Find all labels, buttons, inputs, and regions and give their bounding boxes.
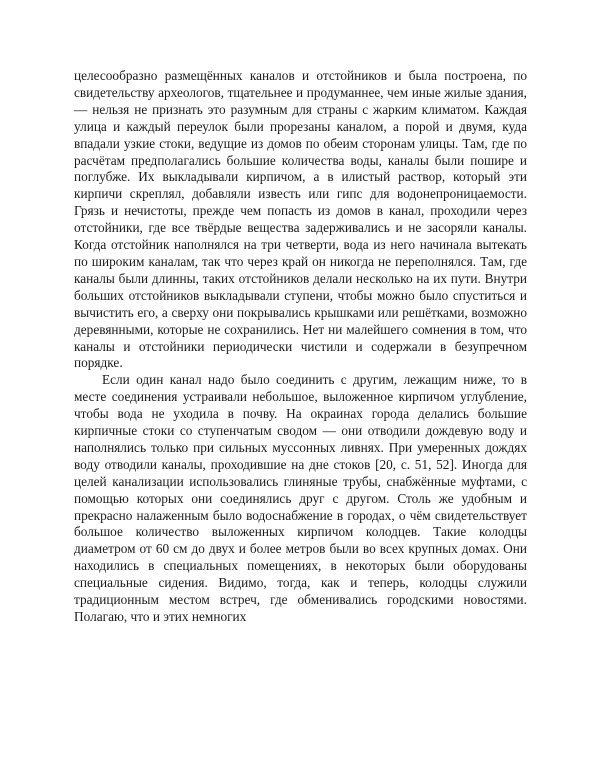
body-text — [74, 68, 527, 626]
paragraph: целесообразно размещённых каналов и отстойников и была построена, по свидетельству археологов, тщательнее и продуманнее, чем иные жилые здания, — нельзя не признать это разумным для страны с жарким климатом. Каждая улица и каждый переулок были прорезаны каналом, а порой и двумя, куда впадали узкие стоки, ведущие из домов по обеим сторонам улицы. Там, где по расчётам предполагались большие количества воды, каналы были пошире и поглубже. Их выкладывали кирпичом, а в илистый раствор, который эти кирпичи скреплял, добавляли известь или гипс для водонепроницаемости. Грязь и нечистоты, прежде чем попасть из домов в канал, проходили через отстойники, где все твёрдые вещества задерживались и не засоряли каналы. Когда отстойник наполнялся на три четверти, вода из него начинала вытекать по широким каналам, так что через край он никогда не переполнялся. Там, где каналы были длинны, таких отстойников делали несколько на их пути. Внутри больших отстойников выкладывали ступени, чтобы можно было спуститься и вычистить его, а сверху они покрывались крышками или решётками, возможно деревянными, которые не сохранились. Нет ни малейшего сомнения в том, что каналы и отстойники периодически чистили и содержали в безупречном порядке. — [74, 68, 527, 371]
paragraph: Если один канал надо было соединить с другим, лежащим ниже, то в месте соединения устраивали небольшое, выложенное кирпичом углубление, чтобы вода не уходила в почву. На окраинах города делались большие кирпичные стоки со ступенчатым сводом — они отводили дождевую воду и наполнялись только при сильных муссонных ливнях. При умеренных дождях воду отводили каналы, проходившие на дне стоков [20, с. 51, 52]. Иногда для целей канализации использовались глиняные трубы, снабжённые муфтами, с помощью которых они соединялись друг с другом. Столь же удобным и прекрасно налаженным было водоснабжение в городах, о чём свидетельствует большое количество выложенных кирпичом колодцев. Такие колодцы диаметром от 60 см до двух и более метров были во всех крупных домах. Они находились в специальных помещениях, в некоторых были оборудованы специальные сидения. Видимо, тогда, как и теперь, колодцы служили традиционным местом встреч, где обменивались городскими новостями. Полагаю, что и этих немногих — [74, 372, 527, 624]
